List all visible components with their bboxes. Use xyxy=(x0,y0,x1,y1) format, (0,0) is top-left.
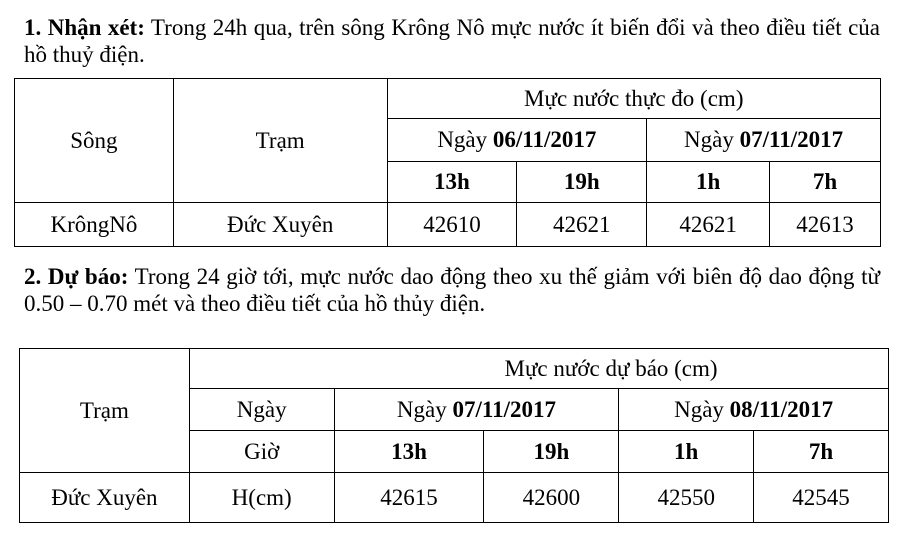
observation-heading: 1. Nhận xét: xyxy=(24,15,145,40)
header-river: Sông xyxy=(15,79,174,203)
header-day-2: Ngày 07/11/2017 xyxy=(647,119,881,162)
forecast-paragraph xyxy=(24,263,880,317)
cell-unit: H(cm) xyxy=(189,473,334,523)
cell-river: KrôngNô xyxy=(15,203,174,247)
header-station: Trạm xyxy=(20,349,190,473)
table-row xyxy=(20,473,889,523)
cell-value: 42613 xyxy=(770,203,881,247)
cell-value: 42545 xyxy=(754,473,889,523)
cell-value: 42621 xyxy=(517,203,647,247)
table-row xyxy=(15,203,881,247)
cell-station: Đức Xuyên xyxy=(173,203,387,247)
header-time: 19h xyxy=(484,431,619,473)
forecast-water-level-table xyxy=(19,348,889,523)
forecast-heading: 2. Dự báo: xyxy=(24,264,129,289)
measured-water-level-table xyxy=(14,78,881,247)
cell-value: 42621 xyxy=(647,203,770,247)
cell-station: Đức Xuyên xyxy=(20,473,190,523)
cell-value: 42615 xyxy=(334,473,484,523)
header-time: 7h xyxy=(770,162,881,203)
cell-value: 42550 xyxy=(619,473,754,523)
header-time: 1h xyxy=(647,162,770,203)
header-time: 1h xyxy=(619,431,754,473)
header-time: 19h xyxy=(517,162,647,203)
header-forecast-level: Mực nước dự báo (cm) xyxy=(334,349,888,389)
header-measured-level: Mực nước thực đo (cm) xyxy=(387,79,880,119)
header-day-1: Ngày 06/11/2017 xyxy=(387,119,647,162)
header-day-1: Ngày 07/11/2017 xyxy=(334,389,619,431)
cell-value: 42610 xyxy=(387,203,517,247)
observation-text: Trong 24h qua, trên sông Krông Nô mực nước ít biến đổi và theo điều tiết của hồ thuỷ điện. xyxy=(24,15,880,67)
header-time: 13h xyxy=(387,162,517,203)
cell-value: 42600 xyxy=(484,473,619,523)
header-time: 13h xyxy=(334,431,484,473)
label-day: Ngày xyxy=(189,389,334,431)
forecast-text: Trong 24 giờ tới, mực nước dao động theo xu thế giảm với biên độ dao động từ 0.50 – 0.70 mét và theo điều tiết của hồ thủy điện. xyxy=(24,264,880,316)
header-day-2: Ngày 08/11/2017 xyxy=(619,389,889,431)
label-hour: Giờ xyxy=(189,431,334,473)
header-time: 7h xyxy=(754,431,889,473)
observation-paragraph xyxy=(24,14,880,68)
header-station: Trạm xyxy=(173,79,387,203)
